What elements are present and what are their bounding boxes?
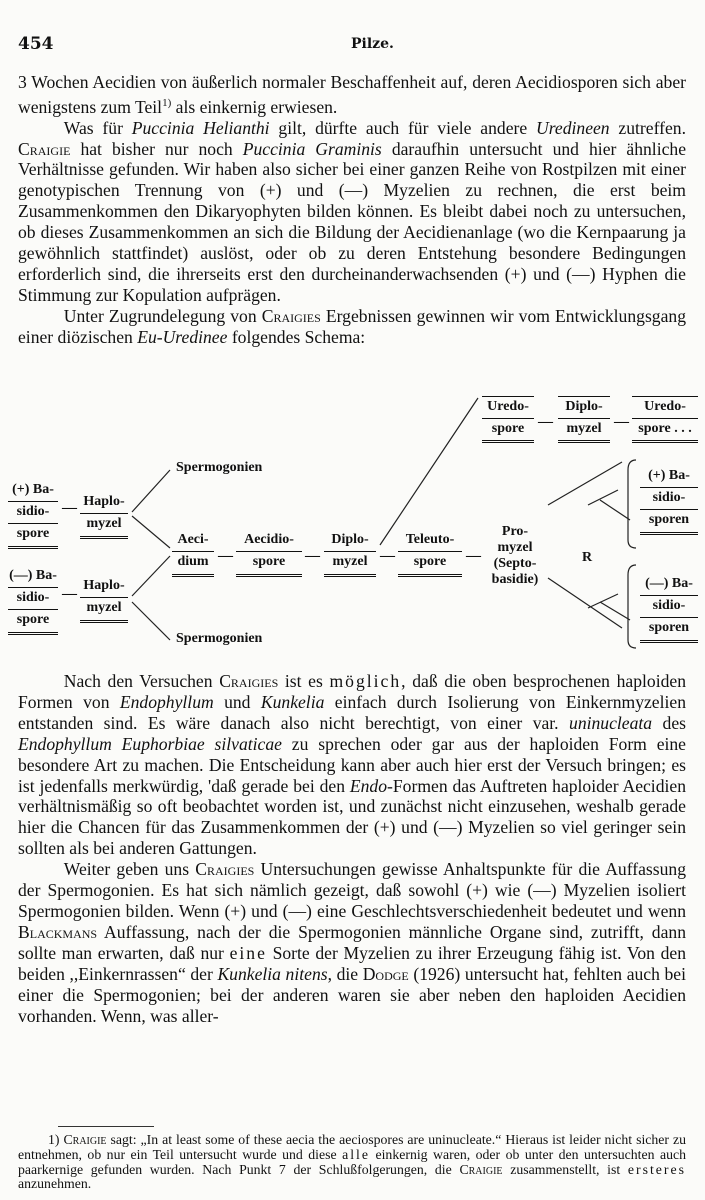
species-name: Puccinia Helianthi bbox=[131, 117, 270, 138]
spermogonien-bottom: Spermogonien bbox=[176, 631, 263, 646]
text: des bbox=[652, 712, 686, 733]
connector bbox=[548, 578, 622, 628]
label: myzel bbox=[324, 551, 376, 573]
paragraph-3 bbox=[18, 306, 686, 348]
text: , daß die oben besprochenen haploiden Formen von bbox=[18, 671, 687, 712]
label: spore bbox=[8, 523, 58, 545]
text: einfach durch Isolierung von Einkernmyzelien entstanden sind. Es wäre danach also nicht berechtigt, von einer var. bbox=[18, 691, 686, 733]
author-name: Dodge bbox=[362, 963, 409, 984]
haplomyzel-bottom bbox=[80, 576, 128, 623]
text: Nach den Versuchen bbox=[63, 671, 220, 691]
author-name: Craigie bbox=[63, 1132, 107, 1147]
text: Weiter geben uns bbox=[63, 859, 196, 880]
text: folgendes Schema: bbox=[227, 326, 366, 347]
plus-basidiospore-right bbox=[640, 466, 698, 535]
teleutospore bbox=[398, 530, 462, 577]
label: spore bbox=[482, 418, 534, 443]
spermogonien-top: Spermogonien bbox=[176, 460, 263, 475]
label: Aeci- bbox=[177, 532, 209, 547]
body-text-top bbox=[18, 72, 686, 348]
R-label: R bbox=[582, 550, 593, 565]
spaced-word: alle bbox=[342, 1146, 371, 1162]
promyzel bbox=[482, 524, 548, 588]
text: -Formen das Auftreten haploider Aecidien verhältnismäßig so oft beobachtet worden ist, und zunächst nicht einzusehen, weshalb gerade hier die Chancen für das Zusammenkommen der (+) und (—) Myzelien so viel geringer sein sollten als bei anderen Gattungen. bbox=[18, 775, 686, 859]
label: sidio- bbox=[8, 501, 58, 523]
text: gilt, dürfte auch für viele andere bbox=[269, 117, 536, 138]
connector bbox=[588, 594, 618, 608]
author-name: Craigies bbox=[261, 305, 321, 326]
text: einkernig waren, oder ob unter den untersuchten auch paarkernige gefunden wurden. Nach Punkt 7 der Schlußfolgerungen, die bbox=[18, 1146, 686, 1177]
connector bbox=[548, 462, 622, 505]
dash: — bbox=[614, 414, 629, 430]
aecidium bbox=[172, 530, 214, 577]
label: sidio- bbox=[640, 487, 698, 509]
bracket bbox=[628, 565, 636, 648]
label: Haplo- bbox=[83, 578, 125, 593]
text: anzunehmen. bbox=[18, 1176, 92, 1192]
dash: — bbox=[466, 548, 481, 564]
label: myzel bbox=[558, 418, 610, 443]
taxon-name: Eu-Uredinee bbox=[137, 326, 228, 347]
label: myzel bbox=[80, 597, 128, 619]
label: Uredo- bbox=[644, 399, 686, 414]
label: (Septo- bbox=[493, 556, 537, 571]
uredospore bbox=[482, 396, 534, 443]
author-name: Craigie bbox=[459, 1161, 503, 1177]
bracket bbox=[628, 460, 636, 548]
label: Uredo- bbox=[487, 399, 529, 414]
label: Aecidio- bbox=[244, 532, 294, 547]
text: Was für bbox=[63, 117, 132, 138]
species-name: Kunkelia nitens bbox=[217, 963, 328, 984]
text: Ergebnissen gewinnen wir vom Entwicklungsgang einer diözischen bbox=[18, 305, 686, 347]
label: basidie) bbox=[491, 572, 539, 587]
dash: — bbox=[62, 586, 77, 602]
text: daraufhin untersucht und hier ähnliche Verhältnisse gefunden. Wir haben also sicher bei einer ganzen Reihe von Rostpilzen mit einer genotypischen Trennung von (+) und (—) Myzelien zu rechnen, die erst beim Zusammenkommen den Dikaryophyten bilden können. Es bleibt dabei noch zu untersuchen, ob dieses Zusammenkommen an sich die Bildung der Aecidienanlage (wo die Kernpaarung ja gewöhnlich stattfindet) auslöst, oder ob zu deren Entstehung besondere Bedingungen erforderlich sind, die ihrerseits erst den durcheinanderwachsenden (+) und (—) Hyphen die Stimmung zur Kopulation aufprägen. bbox=[18, 138, 686, 305]
label: spore . . . bbox=[632, 418, 698, 443]
text: , die bbox=[327, 963, 363, 984]
dash: — bbox=[538, 414, 553, 430]
text: (1926) untersucht hat, fehlten auch bei einer die Spermogonien; bei der anderen waren sie aber neben den haploiden Aecidien vorhanden. Wenn, was aller- bbox=[18, 963, 686, 1026]
author-name: Craigie bbox=[18, 138, 71, 159]
taxon-name: Endophyllum bbox=[119, 691, 214, 712]
text: ist es bbox=[278, 671, 330, 691]
text: hat bisher nur noch bbox=[70, 138, 243, 159]
text: Unter Zugrundelegung von bbox=[63, 305, 262, 326]
footnote-number: 1) bbox=[48, 1132, 64, 1147]
connector bbox=[132, 516, 170, 548]
minus-basidiospore-right bbox=[640, 574, 698, 643]
spaced-word: möglich bbox=[329, 671, 402, 691]
footnote bbox=[18, 1133, 686, 1192]
page-number: 454 bbox=[18, 34, 54, 54]
uredospore-repeat bbox=[632, 396, 698, 443]
text: Untersuchungen gewisse Anhaltspunkte für die Auffassung der Spermogonien. Es hat sich nämlich gezeigt, daß sowohl (+) wie (—) Myzelien isoliert Spermogonien bilden. Wenn (+) und (—) eine Geschlechtsverschiedenheit bedeutet und wenn bbox=[18, 859, 686, 921]
taxon-name: Endo bbox=[349, 775, 388, 796]
label: Teleuto- bbox=[405, 532, 455, 547]
paragraph-2 bbox=[18, 118, 686, 306]
paragraph-5 bbox=[18, 859, 686, 1026]
text: sagt: „In at least some of these aecia the aeciospores are uninucleate.“ Hieraus ist leider nicht sicher zu entnehmen, ob nur ein Teil untersucht wurde und diese bbox=[18, 1132, 686, 1162]
label: Pro- bbox=[501, 524, 529, 539]
page-header bbox=[18, 34, 688, 58]
dash: — bbox=[305, 548, 320, 564]
text: 3 Wochen Aecidien von äußerlich normaler Beschaffenheit auf, deren Aecidiosporen sich aber wenigstens zum Teil bbox=[18, 72, 686, 117]
author-name: Craigies bbox=[195, 859, 255, 880]
aecidiospore bbox=[236, 530, 302, 577]
text: und bbox=[213, 691, 261, 712]
running-head: Pilze. bbox=[351, 36, 394, 52]
taxon-name: uninucleata bbox=[569, 712, 653, 733]
text: Auffassung, nach der die Spermogonien männliche Organe sind, zutrifft, dann sollte man erwarten, daß nur bbox=[18, 921, 686, 963]
label: Diplo- bbox=[565, 399, 603, 414]
body-text-bottom bbox=[18, 671, 686, 1026]
text: als einkernig erwiesen. bbox=[171, 96, 338, 117]
label: (+) Ba- bbox=[12, 482, 54, 497]
label: spore bbox=[398, 551, 462, 573]
label: sidio- bbox=[640, 595, 698, 617]
author-name: Blackmans bbox=[18, 921, 98, 942]
connector bbox=[588, 490, 618, 505]
text: Sorte der Myzelien zu ihrer Erzeugung fähig ist. Von den beiden ,,Einkernrassen“ der bbox=[18, 942, 686, 984]
dash: — bbox=[62, 500, 77, 516]
species-name: Endophyllum Euphorbiae silvaticae bbox=[18, 733, 282, 754]
taxon-name: Kunkelia bbox=[260, 691, 325, 712]
spaced-word: ersteres bbox=[627, 1161, 686, 1177]
text: zusammenstellt, ist bbox=[502, 1161, 628, 1177]
minus-basidiospore bbox=[8, 566, 58, 635]
label: Diplo- bbox=[331, 532, 369, 547]
label: myzel bbox=[80, 513, 128, 535]
label: sporen bbox=[640, 617, 698, 639]
diplomyzel bbox=[324, 530, 376, 577]
connector bbox=[132, 470, 170, 512]
footnote-ref: 1) bbox=[162, 96, 172, 109]
dash: — bbox=[218, 548, 233, 564]
haplomyzel-top bbox=[80, 492, 128, 539]
connector bbox=[600, 500, 630, 520]
connector bbox=[132, 556, 170, 596]
taxon-name: Uredineen bbox=[536, 117, 610, 138]
label: sidio- bbox=[8, 587, 58, 609]
label: spore bbox=[236, 551, 302, 573]
text: zu sprechen oder gar aus der haploiden Form eine besondere Art zu machen. Die Entscheidung kann aber auch hier erst der Versuch bringen; es ist jedenfalls merkwürdig, 'daß gerade bei den bbox=[18, 733, 686, 796]
connector bbox=[600, 602, 630, 620]
label: spore bbox=[8, 609, 58, 631]
label: dium bbox=[172, 551, 214, 573]
connector bbox=[380, 398, 478, 545]
text: zutreffen. bbox=[609, 117, 686, 138]
label: Haplo- bbox=[83, 494, 125, 509]
label: sporen bbox=[640, 509, 698, 531]
label: (—) Ba- bbox=[9, 568, 57, 583]
dash: — bbox=[380, 548, 395, 564]
label: (—) Ba- bbox=[645, 576, 693, 591]
footnote-rule bbox=[58, 1126, 154, 1127]
label: myzel bbox=[497, 540, 533, 555]
author-name: Craigies bbox=[219, 671, 279, 691]
label: (+) Ba- bbox=[648, 468, 690, 483]
paragraph-4 bbox=[18, 671, 686, 859]
connector bbox=[132, 602, 170, 640]
plus-basidiospore bbox=[8, 480, 58, 549]
spaced-word: eine bbox=[229, 942, 267, 963]
paragraph-1 bbox=[18, 72, 686, 118]
diplomyzel-top bbox=[558, 396, 610, 443]
species-name: Puccinia Graminis bbox=[242, 138, 382, 159]
